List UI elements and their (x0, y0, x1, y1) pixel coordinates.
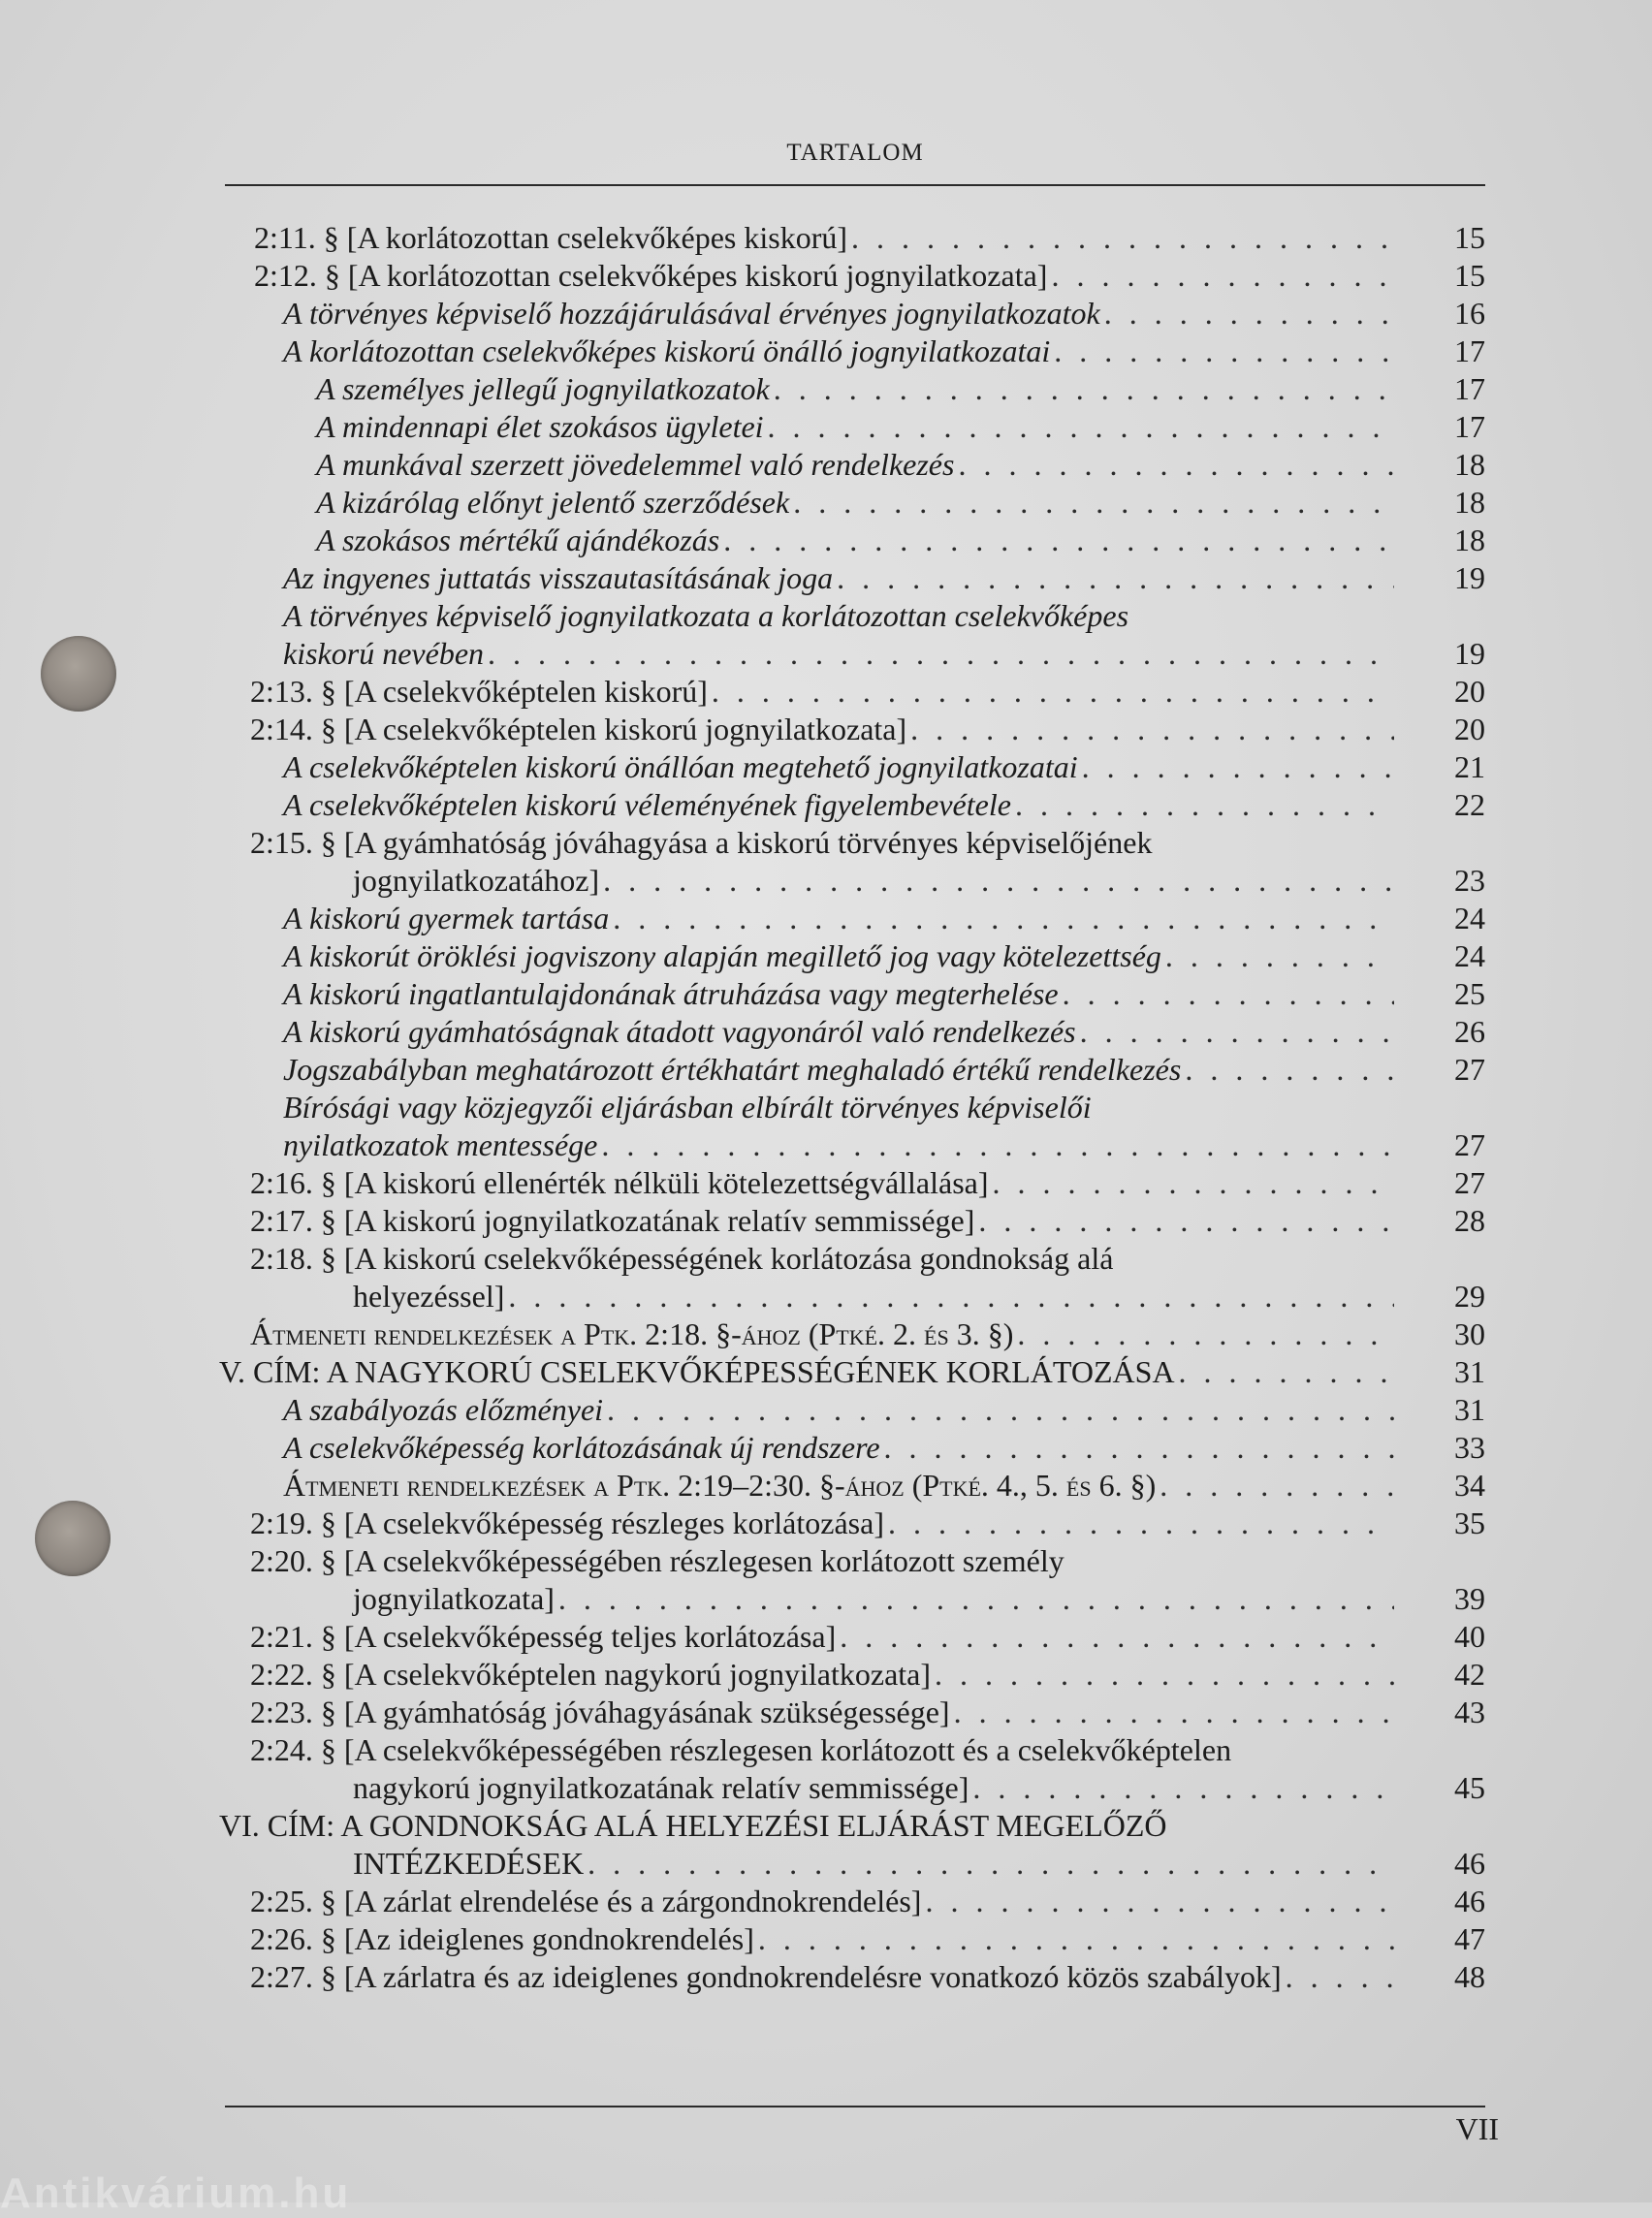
toc-entry: 2:11. § [A korlátozottan cselekvőképes kiskorú] . . . (254, 218, 1398, 257)
toc-section-heading: INTÉZKEDÉSEK . . . (353, 1844, 1398, 1883)
toc-entry: A kiskorút öröklési jogviszony alapján megillető jog vagy kötelezettség . . . (283, 936, 1398, 975)
toc-page-number: 20 (1454, 712, 1485, 746)
toc-entry: 2:21. § [A cselekvőképesség teljes korlátozása] . . . (250, 1617, 1398, 1656)
toc-entry: A cselekvőképtelen kiskorú önállóan megtehető jognyilatkozatai . . . (283, 747, 1398, 786)
punch-hole-top (41, 636, 116, 712)
toc-page-number: 25 (1454, 976, 1485, 1011)
toc-page-number: 43 (1454, 1695, 1485, 1729)
toc-page-number: 23 (1454, 863, 1485, 898)
toc-entry: 2:17. § [A kiskorú jognyilatkozatának relatív semmissége] . . . (250, 1201, 1398, 1240)
toc-entry: Jogszabályban meghatározott értékhatárt meghaladó értékű rendelkezés . . . (283, 1050, 1398, 1089)
toc-entry: Az ingyenes juttatás visszautasításának joga . . . (283, 558, 1398, 597)
toc-page-number: 18 (1454, 447, 1485, 482)
toc-entry: A munkával szerzett jövedelemmel való rendelkezés . . . (316, 445, 1398, 484)
toc-page-number: 27 (1454, 1127, 1485, 1162)
toc-page-number: 35 (1454, 1505, 1485, 1540)
toc-entry: nagykorú jognyilatkozatának relatív semmissége] . . . (353, 1768, 1398, 1807)
toc-page-number: 19 (1454, 560, 1485, 595)
toc-entry-transitional: Átmeneti rendelkezések a Ptk. 2:18. §-ához (Ptké. 2. és 3. §) . . . (250, 1315, 1398, 1353)
toc-entry: 2:26. § [Az ideiglenes gondnokrendelés] . . . (250, 1919, 1398, 1958)
toc-page-number: 33 (1454, 1430, 1485, 1465)
toc-entry: 2:13. § [A cselekvőképtelen kiskorú] . . . (250, 672, 1398, 711)
toc-section-heading-first-line: VI. CÍM: A GONDNOKSÁG ALÁ HELYEZÉSI ELJÁRÁST MEGELŐZŐ (219, 1808, 1167, 1843)
toc-page-number: 18 (1454, 523, 1485, 557)
toc-entry: 2:22. § [A cselekvőképtelen nagykorú jognyilatkozata] . . . (250, 1655, 1398, 1694)
toc-page-number: 40 (1454, 1619, 1485, 1654)
toc-page-number: 45 (1454, 1770, 1485, 1805)
toc-entry: 2:14. § [A cselekvőképtelen kiskorú jognyilatkozata] . . . (250, 710, 1398, 748)
toc-entry-first-line: 2:20. § [A cselekvőképességében részlegesen korlátozott személy (250, 1543, 1064, 1578)
toc-page-number: 20 (1454, 674, 1485, 709)
toc-page-number: 39 (1454, 1581, 1485, 1616)
punch-hole-bottom (35, 1501, 111, 1576)
toc-page-number: 22 (1454, 787, 1485, 822)
toc-entry: A kiskorú ingatlantulajdonának átruházása vagy megterhelése . . . (283, 974, 1398, 1013)
toc-entry: 2:19. § [A cselekvőképesség részleges korlátozása] . . . (250, 1504, 1398, 1542)
toc-entry: A kiskorú gyámhatóságnak átadott vagyonáról való rendelkezés . . . (283, 1012, 1398, 1051)
toc-entry: A mindennapi élet szokásos ügyletei . . . (316, 407, 1398, 446)
toc-entry: A cselekvőképesség korlátozásának új rendszere . . . (283, 1428, 1398, 1467)
watermark: Antikvárium.hu (0, 2170, 352, 2217)
toc-entry-first-line: A törvényes képviselő jognyilatkozata a korlátozottan cselekvőképes (283, 598, 1129, 633)
header-rule (225, 184, 1485, 186)
toc-page-number: 17 (1454, 409, 1485, 444)
toc-entry: jognyilatkozatához] . . . (353, 861, 1398, 900)
toc-entry-first-line: 2:18. § [A kiskorú cselekvőképességének korlátozása gondnokság alá (250, 1241, 1114, 1276)
toc-page-number: 46 (1454, 1846, 1485, 1881)
toc-page-number: 31 (1454, 1354, 1485, 1389)
toc-page-number: 46 (1454, 1884, 1485, 1918)
toc-entry: 2:25. § [A zárlat elrendelése és a zárgondnokrendelés] . . . (250, 1882, 1398, 1920)
toc-page-number: 27 (1454, 1052, 1485, 1087)
toc-entry: A személyes jellegű jognyilatkozatok . . . (316, 369, 1398, 408)
toc-page-number: 17 (1454, 333, 1485, 368)
toc-entry: 2:27. § [A zárlatra és az ideiglenes gondnokrendelésre vonatkozó közös szabályok] . . . (250, 1957, 1398, 1996)
toc-entry: A kiskorú gyermek tartása . . . (283, 899, 1398, 937)
toc-entry: 2:23. § [A gyámhatóság jóváhagyásának szükségessége] . . . (250, 1693, 1398, 1731)
toc-entry-first-line: 2:24. § [A cselekvőképességében részlegesen korlátozott és a cselekvőképtelen (250, 1732, 1232, 1767)
toc-entry: 2:12. § [A korlátozottan cselekvőképes kiskorú jognyilatkozata] . . . (254, 256, 1398, 295)
footer-rule (225, 2106, 1485, 2107)
toc-page-number: 48 (1454, 1959, 1485, 1994)
toc-page-number: 21 (1454, 749, 1485, 784)
toc-page-number: 31 (1454, 1392, 1485, 1427)
page-folio: VII (1455, 2111, 1499, 2146)
toc-entry: helyezéssel] . . . (353, 1277, 1398, 1315)
toc-entry: 2:16. § [A kiskorú ellenérték nélküli kötelezettségvállalása] . . . (250, 1163, 1398, 1202)
toc-page-number: 17 (1454, 371, 1485, 406)
toc-page-number: 28 (1454, 1203, 1485, 1238)
toc-entry: A törvényes képviselő hozzájárulásával érvényes jognyilatkozatok . . . (283, 294, 1398, 333)
toc-entry: A szabályozás előzményei . . . (283, 1390, 1398, 1429)
toc-page-number: 26 (1454, 1014, 1485, 1049)
toc-entry: A korlátozottan cselekvőképes kiskorú önálló jognyilatkozatai . . . (283, 332, 1398, 370)
toc-page-number: 30 (1454, 1316, 1485, 1351)
toc-entry: kiskorú nevében . . . (283, 634, 1398, 673)
toc-entry: A szokásos mértékű ajándékozás . . . (316, 521, 1398, 559)
toc-entry-transitional: Átmeneti rendelkezések a Ptk. 2:19–2:30. §-ához (Ptké. 4., 5. és 6. §) . . . (283, 1466, 1398, 1505)
toc-entry-first-line: Bírósági vagy közjegyzői eljárásban elbírált törvényes képviselői (283, 1090, 1092, 1125)
toc-page-number: 29 (1454, 1279, 1485, 1314)
toc-page-number: 42 (1454, 1657, 1485, 1692)
toc-page-number: 27 (1454, 1165, 1485, 1200)
toc-page-number: 19 (1454, 636, 1485, 671)
toc-page-number: 34 (1454, 1468, 1485, 1503)
toc-entry: jognyilatkozata] . . . (353, 1579, 1398, 1618)
toc-entry: A cselekvőképtelen kiskorú véleményének figyelembevétele . . . (283, 785, 1398, 824)
toc-entry-first-line: 2:15. § [A gyámhatóság jóváhagyása a kiskorú törvényes képviselőjének (250, 825, 1153, 860)
toc-page-number: 18 (1454, 485, 1485, 520)
toc-page-number: 47 (1454, 1921, 1485, 1956)
toc-entry: A kizárólag előnyt jelentő szerződések . . . (316, 483, 1398, 522)
toc-page-number: 24 (1454, 938, 1485, 973)
toc-page-number: 15 (1454, 258, 1485, 293)
toc-page-number: 16 (1454, 296, 1485, 331)
toc-page-number: 15 (1454, 220, 1485, 255)
toc-page-number: 24 (1454, 901, 1485, 935)
running-header: TARTALOM (786, 140, 924, 166)
toc-section-heading: V. CÍM: A NAGYKORÚ CSELEKVŐKÉPESSÉGÉNEK KORLÁTOZÁSA . . . (219, 1352, 1398, 1391)
toc-entry: nyilatkozatok mentessége . . . (283, 1125, 1398, 1164)
